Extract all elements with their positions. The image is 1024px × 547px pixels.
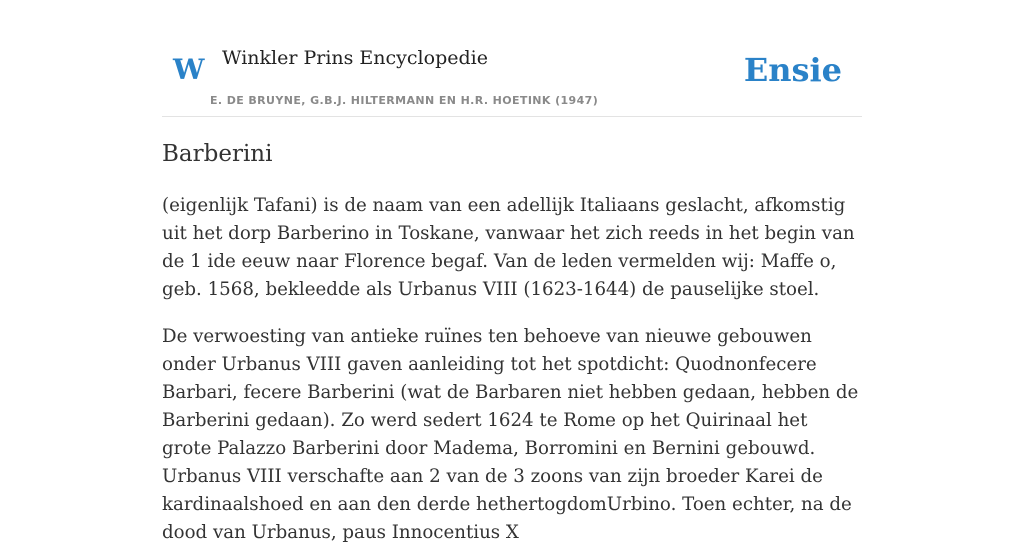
article-title: Barberini <box>162 141 273 167</box>
article-paragraph: (eigenlijk Tafani) is de naam van een adellijk Italiaans geslacht, afkomstig uit het dorp Barberino in Toskane, vanwaar het zich reeds in het begin van de 1 ide eeuw naar Florence begaf. Van de leden vermelden wij: Maffe o, geb. 1568, bekleedde als Urbanus VIII (1623-1644) de pauselijke stoel. <box>162 195 855 300</box>
ensie-logo[interactable]: Ensie <box>743 51 842 89</box>
publication-title[interactable]: Winkler Prins Encyclopedie <box>222 47 488 69</box>
winkler-prins-logo[interactable]: W <box>173 53 205 86</box>
page <box>162 0 862 543</box>
publication-authors: E. DE BRUYNE, G.B.J. HILTERMANN EN H.R. HOETINK (1947) <box>210 94 599 107</box>
article-paragraph: De verwoesting van antieke ruïnes ten behoeve van nieuwe gebouwen onder Urbanus VIII gaven aanleiding tot het spotdicht: Quodnonfecere Barbari, fecere Barberini (wat de Barbaren niet hebben gedaan, hebben de Barberini gedaan). Zo werd sedert 1624 te Rome op het Quirinaal het grote Palazzo Barberini door Madema, Borromini en Bernini gebouwd. Urbanus VIII verschafte aan 2 van de 3 zoons van zijn broeder Karei de kardinaalshoed en aan den derde hethertogdomUrbino. Toen echter, na de dood van Urbanus, paus Innocentius X <box>162 326 859 543</box>
site-header <box>162 0 862 117</box>
